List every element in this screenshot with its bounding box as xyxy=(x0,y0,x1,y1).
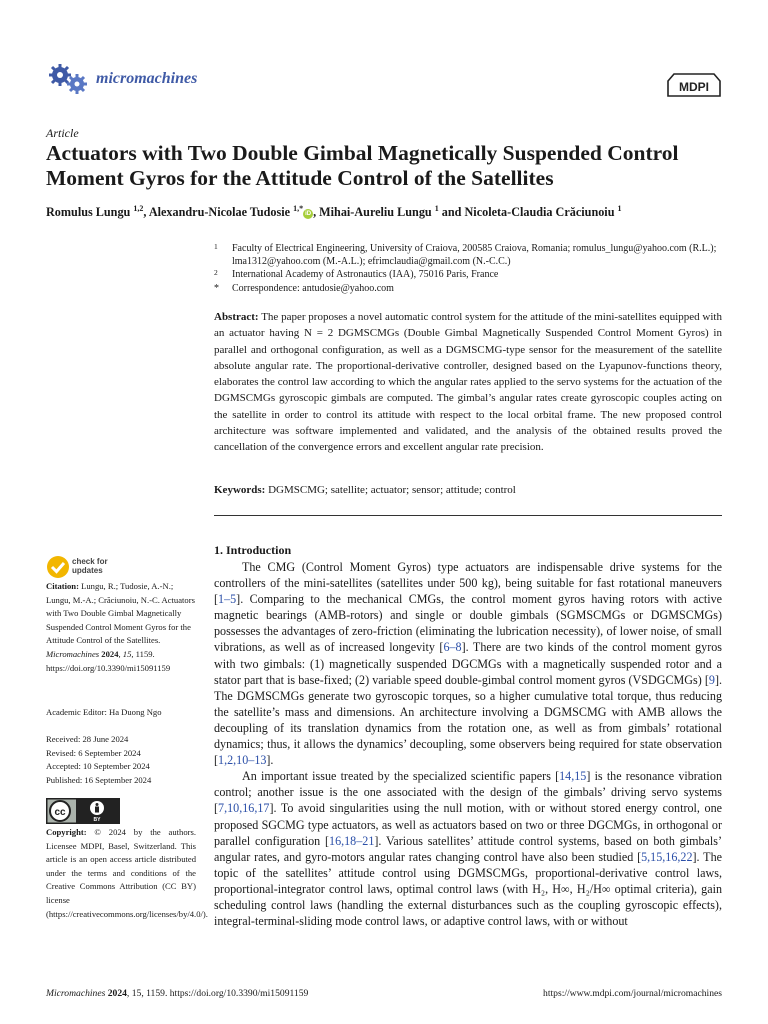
received-date: Received: 28 June 2024 xyxy=(46,734,129,744)
svg-text:cc: cc xyxy=(54,807,66,818)
revised-date: Revised: 6 September 2024 xyxy=(46,747,141,758)
author-sup: 1,2 xyxy=(133,204,144,213)
footer-journal-url[interactable]: https://www.mdpi.com/journal/micromachines xyxy=(543,988,722,999)
publisher-name: MDPI xyxy=(679,80,709,94)
article-title: Actuators with Two Double Gimbal Magnetically Suspended Control Moment Gyros for the Attitude Control of the Satellites xyxy=(46,141,679,190)
copyright-block: Copyright: © 2024 by the authors. Licensee MDPI, Basel, Switzerland. This article is an open access article distributed under the terms and conditions of the Creative Commons Attribution (CC BY) license (https://creativecommons.org/licenses/by/4.0/). xyxy=(46,827,208,919)
author-name: Alexandru-Nicolae Tudosie xyxy=(148,205,291,220)
keywords-label: Keywords: xyxy=(214,484,266,496)
intro-paragraph-2: An important issue treated by the specialized scientific papers [14,15] is the resonance vibration control; another issue is the one associated with the design of the gimbals’ driving servo systems [7,10,16,17]. To avoid singularities using the null motion, with or without stored energy control, one proposed SGCMG type actuators, as well as actuators based on two or three DGCMGs, in orthogonal or parallel configuration [16,18–21]. Various satellites’ attitude control systems, based on both gimbals’ angular rates, and gyro-motors angular rates changing control have also been studied [5,15,16,22]. The topic of the satellites’ attitude control using DGMSCMGs, proportional-derivative control laws, proportional-integrator control laws, optimal control laws (with H₂, H∞, H₂/H∞ optimal criteria), gain scheduling control laws (handling the external disturbances such as the coupling gyroscopic effects), integral-terminal-sliding mode control laws, or adaptive control laws, with or without xyxy=(214,769,722,929)
author-name: Mihai-Aureliu Lungu xyxy=(319,205,432,220)
author-name: Nicoleta-Claudia Crăciunoiu xyxy=(464,205,615,220)
footer-citation: Micromachines 2024, 15, 1159. https://doi.org/10.3390/mi15091159 xyxy=(46,988,309,999)
cc-by-license-icon[interactable] xyxy=(46,798,120,824)
orcid-icon[interactable]: iD xyxy=(305,211,312,218)
intro-paragraph-1: The CMG (Control Moment Gyros) type actuators are indispensable drive systems for the controllers of the mini-satellites (satellites under 500 kg), being suitable for fast rotational maneuvers [1–5]. Comparing to the mechanical CMGs, the control moment gyros having rotors with active magnetic bearings (AMB-rotors) and single or double gimbals (SGMSCMGs or DGMSCMGs) possesses the advantages of zero-friction (eliminating the lubrication necessity), of lower noise, of small vibrations, as well as of increased longevity [6–8]. There are two kinds of the control moment gyros with two gimbals: (1) magnetically suspended DGCMGs with a magnetically suspended rotor and a stator part that is base-fixed; (2) variable speed double-gimbal control moment gyros (VSDGCMGs) [9]. The DGMSCMGs generate two gyroscopic torques, so a higher cumulative total torque, thus reducing the satellite’s mass and dimensions. An architecture involving a DGMSCMG with AMB allows the decoupling of its translation dynamics from the rotation one, as well as from gimbals’ rotational dynamics; thus, it allows the dynamics’ decoupling, some observers being required for state observation [1,2,10–13]. xyxy=(214,560,722,768)
abstract xyxy=(214,309,722,456)
author-list: Romulus Lungu $^{1,2}$, Alexandru-Nicolae Tudosie $^{1,*}$iD , Mihai-Aureliu Lungu $^1$ and Nicoleta-Claudia Crăciunoiu $^1$ xyxy=(46,204,622,220)
article-type: Article xyxy=(46,126,79,140)
keywords-text: DGMSCMG; satellite; actuator; sensor; attitude; control xyxy=(268,484,516,496)
svg-text:BY: BY xyxy=(93,817,101,823)
author-name: Romulus Lungu xyxy=(46,205,131,220)
reference-link[interactable]: 5,15,16,22 xyxy=(641,849,693,864)
reference-link[interactable]: 16,18–21 xyxy=(329,833,375,848)
affiliation-1: 1 Faculty of Electrical Engineering, University of Craiova, 200585 Craiova, Romania; romulus_lungu@yahoo.com (R.L.); lma1312@yahoo.com (M.-A.L.); efrimclaudia@gmail.com (N.-C.C.) xyxy=(214,242,717,267)
academic-editor: Academic Editor: Ha Duong Ngo xyxy=(46,707,162,717)
published-date: Published: 16 September 2024 xyxy=(46,774,152,785)
reference-link[interactable]: 7,10,16,17 xyxy=(218,801,270,816)
reference-link[interactable]: 1–5 xyxy=(218,592,237,607)
intro-body xyxy=(214,559,722,929)
dates-block xyxy=(46,733,196,787)
check-for-updates-label[interactable]: check for updates xyxy=(72,557,108,575)
reference-link[interactable]: 9 xyxy=(708,672,715,687)
accepted-date: Accepted: 10 September 2024 xyxy=(46,761,150,772)
journal-name: micromachines xyxy=(96,70,198,87)
affiliation-2: 2 International Academy of Astronautics (IAA), 75016 Paris, France xyxy=(214,268,499,280)
mdpi-logo-icon xyxy=(666,71,722,99)
abstract-text: The paper proposes a novel automatic control system for the attitude of the mini-satellites equipped with an actuator having N = 2 DGMSCMGs (Double Gimbal Magnetically Suspended Control Moment Gyros) in parallel and orthogonal configuration, as well as a DGMSCMG-type sensor for the measurement of the satellite absolute angular rate. The proportional-derivative controller, designed based on the Lyapunov-functions theory, elaborates the control law according to which the angular rates applied to the servo systems for the actuation of the DGMSCMGs gyroscopic gimbals are computed. The gimbal’s angular rates create gyroscopic couples acting on the satellite in order to control its attitude with respect to the local orbital frame. The new proposed control architecture was software implemented and validated, and the analysis of the obtained results proved the cancellation of the convergence errors and excellent angular rate precision. xyxy=(214,311,722,454)
journal-gears-logo-icon xyxy=(46,60,90,98)
author-sup: 1,* xyxy=(293,204,304,213)
citation-block: Citation: Lungu, R.; Tudosie, A.-N.; Lungu, M.-A.; Crăciunoiu, N.-C. Actuators with Two Double Gimbal Magnetically Suspended Control Moment Gyros for the Attitude Control of the Satellites. Micromachines 2024, 15, 1159. https://doi.org/10.3390/mi15091159 xyxy=(46,581,195,673)
author-sup: 1 xyxy=(617,204,622,213)
reference-link[interactable]: 6–8 xyxy=(443,640,462,655)
abstract-label: Abstract: xyxy=(214,311,259,323)
section-divider xyxy=(214,515,722,516)
keywords xyxy=(214,484,722,496)
reference-link[interactable]: 1,2,10–13 xyxy=(218,753,267,768)
section-heading: 1. Introduction xyxy=(214,543,292,557)
check-for-updates-icon[interactable] xyxy=(46,555,70,579)
reference-link[interactable]: 14,15 xyxy=(559,769,587,784)
author-sup: 1 xyxy=(434,204,439,213)
correspondence: * Correspondence: antudosie@yahoo.com xyxy=(214,283,394,294)
